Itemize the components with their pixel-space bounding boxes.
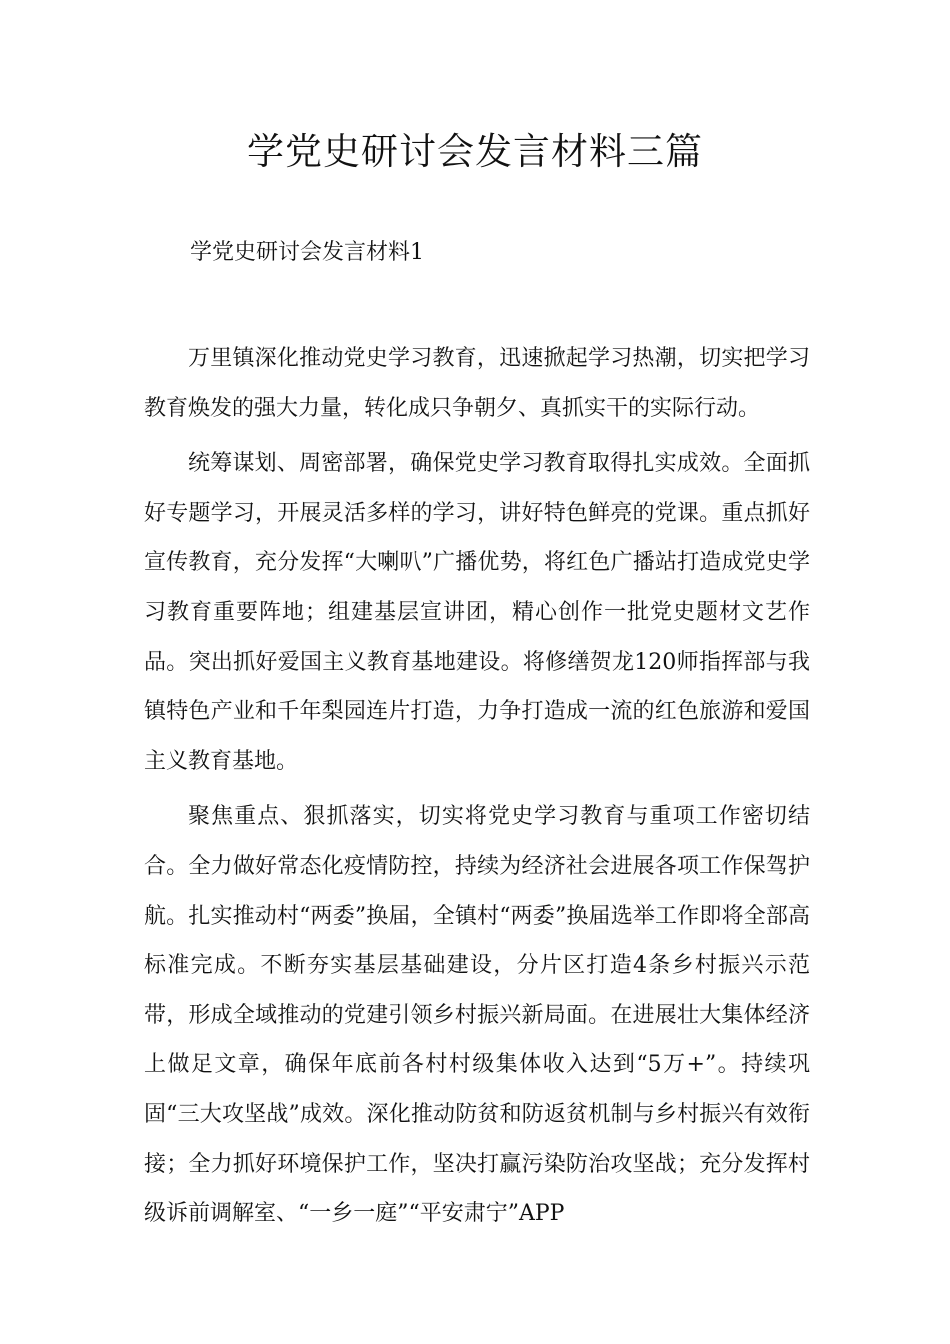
paragraph-3: 聚焦重点、狠抓落实，切实将党史学习教育与重项工作密切结合。全力做好常态化疫情防控，持续为经济社会进展各项工作保驾护航。扎实推动村“两委”换届，全镇村“两委”换届选举工作即将全部高标准完成。不断夯实基层基础建设，分片区打造4条乡村振兴示范带，形成全域推动的党建引领乡村振兴新局面。在进展壮大集体经济上做足文章，确保年底前各村村级集体收入达到“5万+”。持续巩固“三大攻坚战”成效。深化推动防贫和防返贫机制与乡村振兴有效衔接；全力抓好环境保护工作，坚决打赢污染防治攻坚战；充分发挥村级诉前调解室、“一乡一庭”“平安肃宁”APP [144,804,810,1227]
paragraph-2: 统筹谋划、周密部署，确保党史学习教育取得扎实成效。全面抓好专题学习，开展灵活多样的学习，讲好特色鲜亮的党课。重点抓好宣传教育，充分发挥“大喇叭”广播优势，将红色广播站打造成党史学习教育重要阵地；组建基层宣讲团，精心创作一批党史题材文艺作品。突出抓好爱国主义教育基地建设。将修缮贺龙120师指挥部与我镇特色产业和千年梨园连片打造，力争打造成一流的红色旅游和爱国主义教育基地。 [144,451,810,774]
paragraph-1: 万里镇深化推动党史学习教育，迅速掀起学习热潮，切实把学习教育焕发的强大力量，转化成只争朝夕、真抓实干的实际行动。 [144,346,810,421]
section-heading: 学党史研讨会发言材料1 [190,240,424,265]
document-title: 学党史研讨会发言材料三篇 [247,130,703,173]
document-body [144,334,810,1245]
